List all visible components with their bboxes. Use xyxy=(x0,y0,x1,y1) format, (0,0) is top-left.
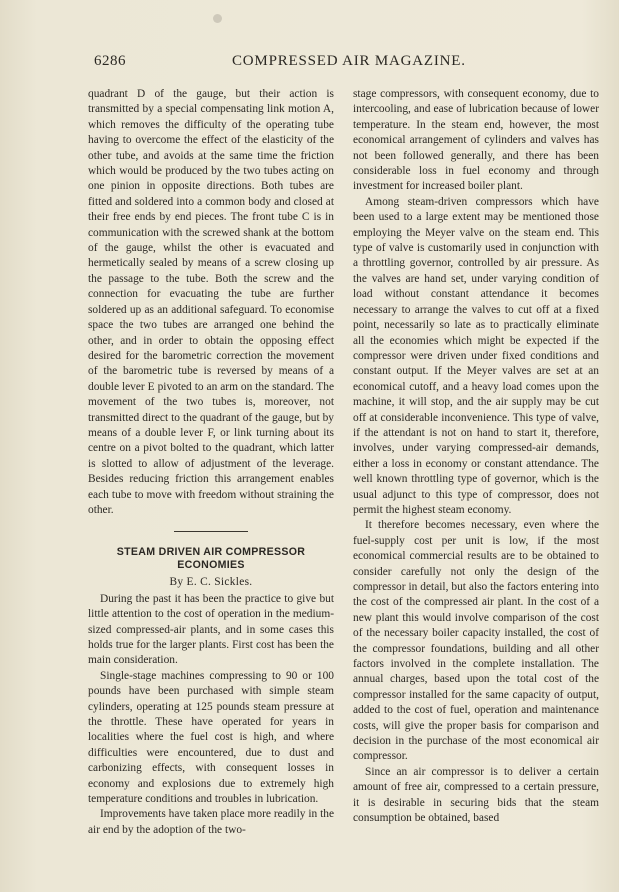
body-paragraph: Since an air compressor is to deliver a certain amount of free air, compressed to a certain pressure, it is desirable in securing bids that the steam consumption be obtained, based xyxy=(353,765,599,825)
page-number: 6286 xyxy=(94,53,126,69)
body-paragraph: Single-stage machines compressing to 90 or 100 pounds have been purchased with simple steam cylinders, operating at 125 pounds steam pressure at the throttle. These have operated for years in localities where the fuel cost is high, and where difficulties were encountered, due to dust and carbonizing effects, with consequent losses in economy and explosions due to extremely high temperature conditions and troubles in lubrication. xyxy=(88,669,334,806)
ink-smudge xyxy=(213,14,222,23)
right-column xyxy=(353,87,599,827)
body-paragraph: Among steam-driven compressors which have been used to a large extent may be mentioned those employing the Meyer valve on the steam end. This type of valve is customarily used in conjunction with a throttling governor, controlled by air pressure. As the valves are hand set, under varying condition of load without constant attendance it becomes necessary to arrange the valves to cut off at a fixed point, necessarily so late as to practically eliminate all the economies which might be expected if the compressor were driven under fixed conditions and constant output. If the Meyer valves are set at an economical cutoff, and a heavy load comes upon the machine, it will stop, and the air supply may be cut off at considerable inconvenience. This type of valve, if the attendant is not on hand to start it, therefore, involves, under varying compressed-air demands, either a loss in economy or constant attendance. The well known throttling type of governor, which is the usual adjunct to this type of compressor, does not permit the highest steam economy. xyxy=(353,195,599,516)
byline: By E. C. Sickles. xyxy=(169,576,253,589)
running-title: COMPRESSED AIR MAGAZINE. xyxy=(232,53,466,69)
body-paragraph: stage compressors, with consequent economy, due to intercooling, and ease of lubrication because of lower temperature. In the steam end, however, the most economical arrangement of cylinders and valves has not been followed generally, and there has been considerable loss in fuel economy and through investment for increased boiler plant. xyxy=(353,88,599,193)
page-header xyxy=(0,53,619,75)
article-title: STEAM DRIVEN AIR COMPRESSOR ECONOMIES xyxy=(116,546,306,572)
left-column xyxy=(88,87,334,838)
body-paragraph: It therefore becomes necessary, even where the fuel-supply cost per unit is low, if the most economical commercial results are to be obtained to consider carefully not only the design of the compressor in detail, but also the factors entering into the cost of the compressed air plant. In the cost of a new plant this would involve comparison of the cost of the necessary boiler capacity installed, the cost of the compressor foundations, building and all other factors involved in the complete installation. The annual charges, based upon the total cost of the compressor installed for the same capacity of output, added to the cost of fuel, operation and maintenance costs, will give the proper basis for comparison and decision in the purchase of the most economical air compressor. xyxy=(353,519,599,763)
continued-paragraph: quadrant D of the gauge, but their action is transmitted by a special compensating link motion A, which removes the difficulty of the operating tube having to overcome the effect of the elasticity of the other tube, and avoids at the same time the friction which would be produced by the two tubes acting on one pinion in opposite directions. Both tubes are fitted and soldered into a common body and closed at their free ends by end pieces. The front tube C is in communication with the screwed shank at the bottom of the gauge, whilst the other is evacuated and hermetically sealed by means of a screw closing up the passage to the tube. Both the screw and the connection for evacuating the tube are further soldered up as an additional safeguard. To economise space the two tubes are arranged one behind the other, and in order to obtain the opposing effect desired for the barometric correction the movement of the barometric tube is reversed by means of a double lever E pivoted to an arm on the standard. The movement of the two tubes is, moreover, not transmitted direct to the quadrant of the gauge, but by means of a double lever F, or link turning about its centre on a pivot bolted to the quadrant, which latter is slotted to allow of adjustment of the leverage. Besides reducing friction this arrangement enables each tube to move with freedom without straining the other. xyxy=(88,88,334,516)
body-paragraph: During the past it has been the practice to give but little attention to the cost of operation in the medium-sized compressed-air plants, and in some cases this holds true for the larger plants. First cost has been the main consideration. xyxy=(88,592,334,667)
body-paragraph: Improvements have taken place more readily in the air end by the adoption of the two- xyxy=(88,808,334,836)
section-divider xyxy=(174,531,248,532)
